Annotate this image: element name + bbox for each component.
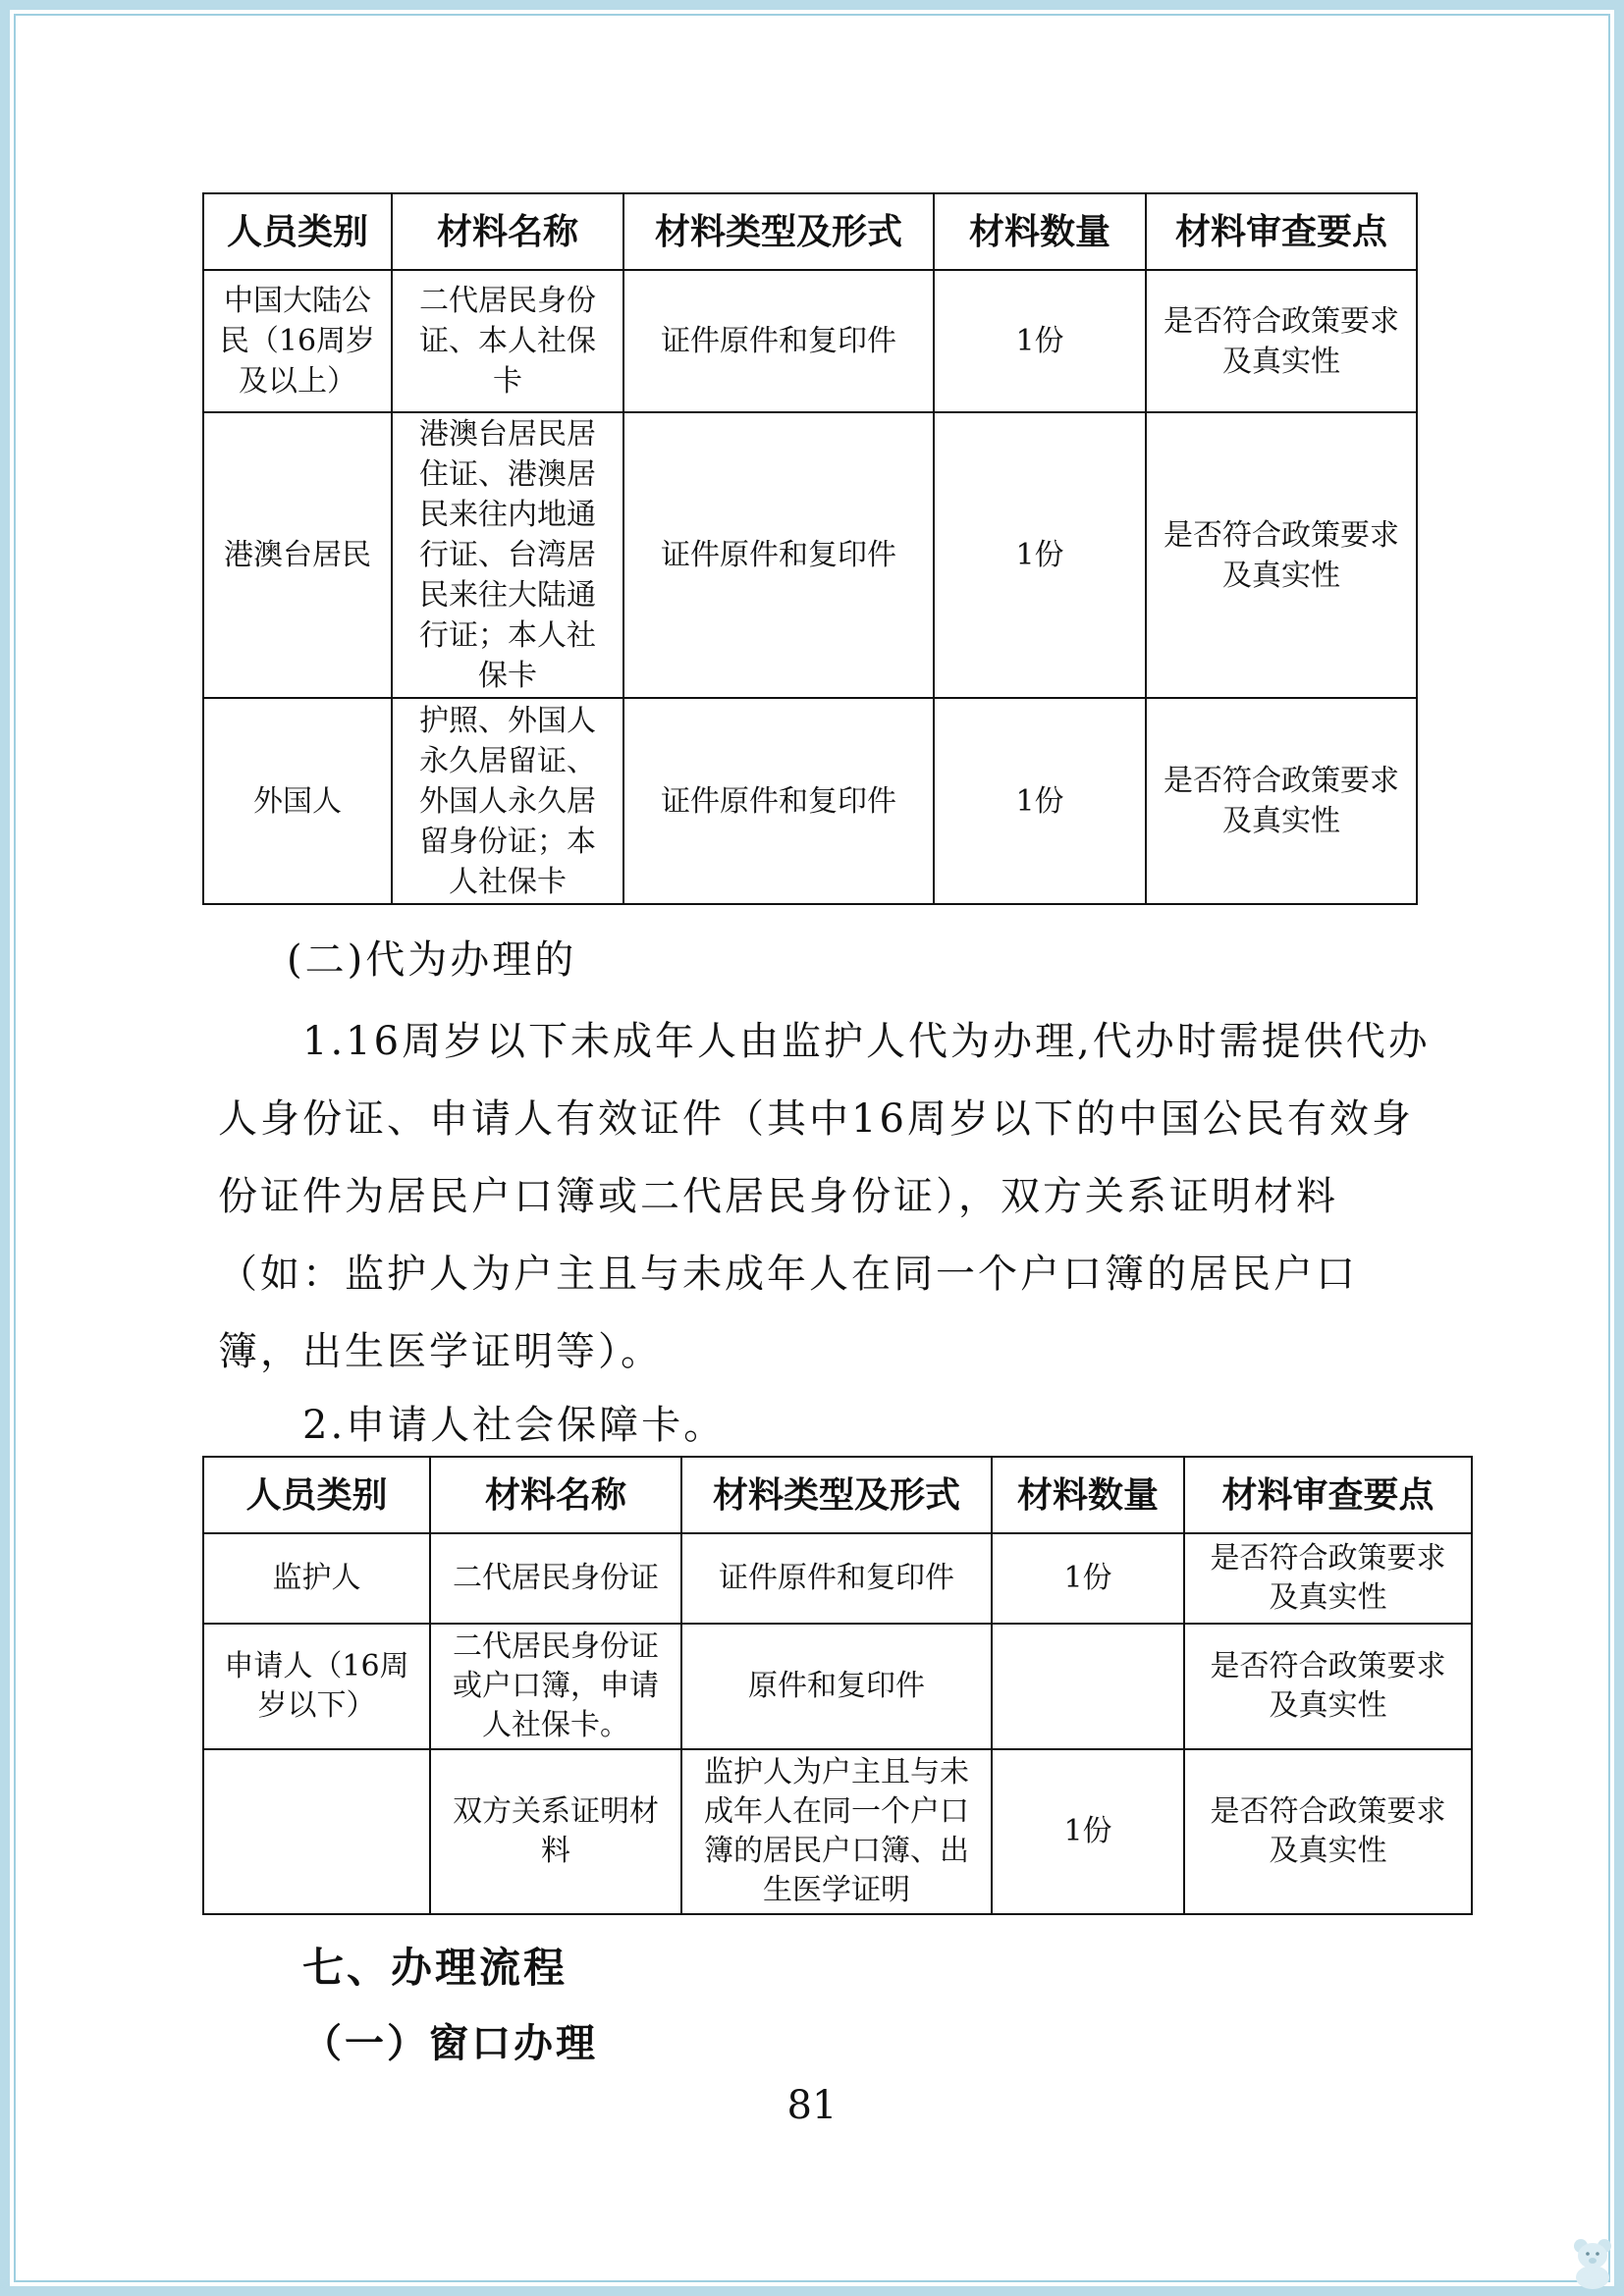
cell-review-points: 是否符合政策要求及真实性 [1184, 1749, 1472, 1914]
cell-person-category: 申请人（16周岁以下） [203, 1624, 430, 1749]
table-header-row [203, 1457, 1472, 1533]
table-row [203, 412, 1417, 698]
table-row [203, 1624, 1472, 1749]
cell-review-points: 是否符合政策要求及真实性 [1146, 412, 1417, 698]
header-material-name: 材料名称 [430, 1457, 681, 1533]
cell-review-points: 是否符合政策要求及真实性 [1146, 698, 1417, 904]
cell-person-category: 港澳台居民 [203, 412, 392, 698]
bear-mascot-icon [1569, 2234, 1616, 2289]
materials-table-self [202, 192, 1418, 905]
cell-material-quantity: 1份 [992, 1749, 1184, 1914]
table-header-row [203, 193, 1417, 270]
proxy-item-1-paragraph: 1.16周岁以下未成年人由监护人代为办理,代办时需提供代办人身份证、申请人有效证件（其中16周岁以下的中国公民有效身份证件为居民户口簿或二代居民身份证），双方关系证明材料（如：监护人为户主且与未成年人在同一个户口簿的居民户口簿，出生医学证明等）。 [218, 1019, 1431, 1374]
cell-material-type: 证件原件和复印件 [623, 270, 934, 412]
cell-material-quantity: 1份 [934, 412, 1146, 698]
header-person-category: 人员类别 [203, 1457, 430, 1533]
page-number: 81 [786, 2083, 838, 2128]
header-material-quantity: 材料数量 [992, 1457, 1184, 1533]
cell-material-quantity [992, 1624, 1184, 1749]
header-person-category: 人员类别 [203, 193, 392, 270]
cell-material-quantity: 1份 [934, 270, 1146, 412]
window-process-subheading: （一）窗口办理 [302, 2020, 598, 2066]
table-row [203, 1749, 1472, 1914]
cell-material-type: 证件原件和复印件 [623, 412, 934, 698]
cell-material-quantity: 1份 [934, 698, 1146, 904]
cell-material-name: 双方关系证明材料 [430, 1749, 681, 1914]
cell-material-name: 护照、外国人永久居留证、外国人永久居留身份证；本人社保卡 [392, 698, 623, 904]
cell-material-type: 证件原件和复印件 [681, 1533, 992, 1624]
cell-review-points: 是否符合政策要求及真实性 [1184, 1624, 1472, 1749]
header-material-type: 材料类型及形式 [681, 1457, 992, 1533]
process-heading: 七、办理流程 [302, 1944, 568, 1992]
table-row [203, 698, 1417, 904]
proxy-item-2-paragraph: 2.申请人社会保障卡。 [302, 1403, 727, 1448]
cell-material-name: 港澳台居民居住证、港澳居民来往内地通行证、台湾居民来往大陆通行证；本人社保卡 [392, 412, 623, 698]
header-material-type: 材料类型及形式 [623, 193, 934, 270]
header-review-points: 材料审查要点 [1146, 193, 1417, 270]
cell-material-type: 监护人为户主且与未成年人在同一个户口簿的居民户口簿、出生医学证明 [681, 1749, 992, 1914]
cell-person-category: 中国大陆公民（16周岁及以上） [203, 270, 392, 412]
header-review-points: 材料审查要点 [1184, 1457, 1472, 1533]
cell-material-type: 证件原件和复印件 [623, 698, 934, 904]
table-row [203, 270, 1417, 412]
cell-person-category: 监护人 [203, 1533, 430, 1624]
cell-material-type: 原件和复印件 [681, 1624, 992, 1749]
proxy-section-heading: (二)代为办理的 [287, 937, 577, 983]
cell-material-quantity: 1份 [992, 1533, 1184, 1624]
cell-review-points: 是否符合政策要求及真实性 [1146, 270, 1417, 412]
cell-material-name: 二代居民身份证或户口簿，申请人社保卡。 [430, 1624, 681, 1749]
cell-material-name: 二代居民身份证、本人社保卡 [392, 270, 623, 412]
header-material-name: 材料名称 [392, 193, 623, 270]
cell-review-points: 是否符合政策要求及真实性 [1184, 1533, 1472, 1624]
cell-material-name: 二代居民身份证 [430, 1533, 681, 1624]
materials-table-proxy [202, 1456, 1473, 1915]
table-row [203, 1533, 1472, 1624]
header-material-quantity: 材料数量 [934, 193, 1146, 270]
cell-person-category: 外国人 [203, 698, 392, 904]
cell-person-category [203, 1749, 430, 1914]
